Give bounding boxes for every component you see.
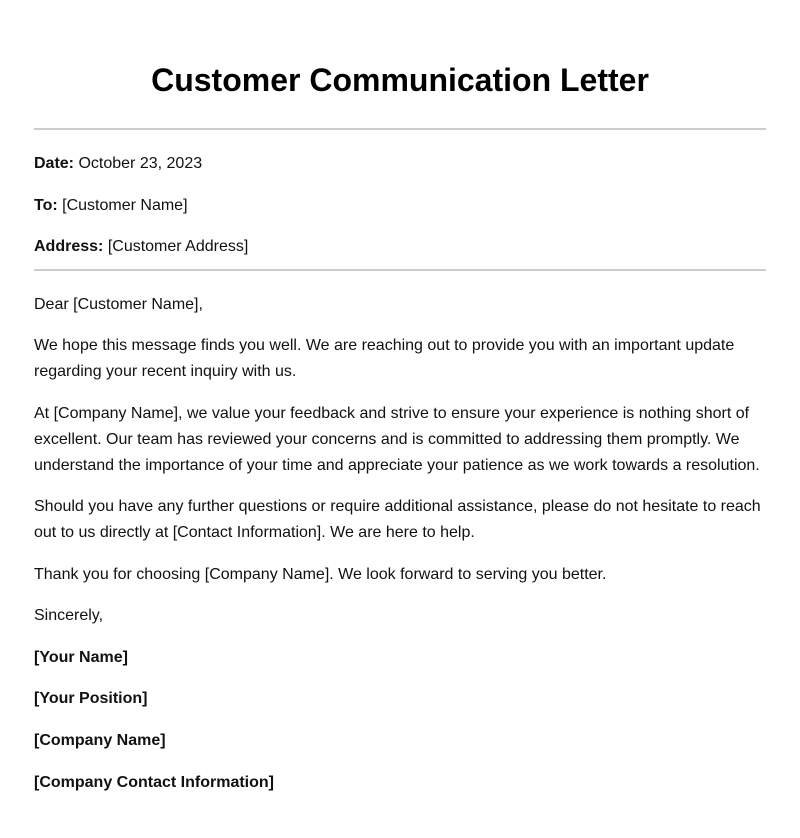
- signature-position: [Your Position]: [34, 690, 148, 707]
- greeting: Dear [Customer Name],: [34, 296, 203, 313]
- paragraph-1: We hope this message finds you well. We are reaching out to provide you with an important update regarding your recent inquiry with us.: [34, 337, 735, 380]
- paragraph-3: Should you have any further questions or require additional assistance, please do not hesitate to reach out to us directly at [Contact Information]. We are here to help.: [34, 498, 761, 541]
- closing: Sincerely,: [34, 607, 104, 624]
- address-value: [Customer Address]: [107, 238, 249, 255]
- address-line: [34, 237, 766, 257]
- meta-divider: [34, 269, 766, 271]
- signature-company: [Company Name]: [34, 732, 166, 749]
- signature-contact: [Company Contact Information]: [34, 774, 274, 791]
- paragraph-4: Thank you for choosing [Company Name]. We look forward to serving you better.: [34, 566, 607, 583]
- recipient-line: [34, 196, 766, 216]
- signature-name: [Your Name]: [34, 649, 128, 666]
- date-value: October 23, 2023: [78, 155, 203, 172]
- paragraph-2: At [Company Name], we value your feedback and strive to ensure your experience is nothing short of excellent. Our team has reviewed your concerns and is committed to addressing them promptly. We understand the importance of your time and appreciate your patience as we work towards a resolution.: [34, 405, 760, 474]
- date-line: [34, 154, 766, 174]
- letter-title: Customer Communication Letter: [151, 62, 649, 98]
- to-label: To:: [34, 197, 58, 214]
- to-value: [Customer Name]: [62, 197, 188, 214]
- header-divider: [34, 128, 766, 130]
- address-label: Address:: [34, 238, 104, 255]
- date-label: Date:: [34, 155, 75, 172]
